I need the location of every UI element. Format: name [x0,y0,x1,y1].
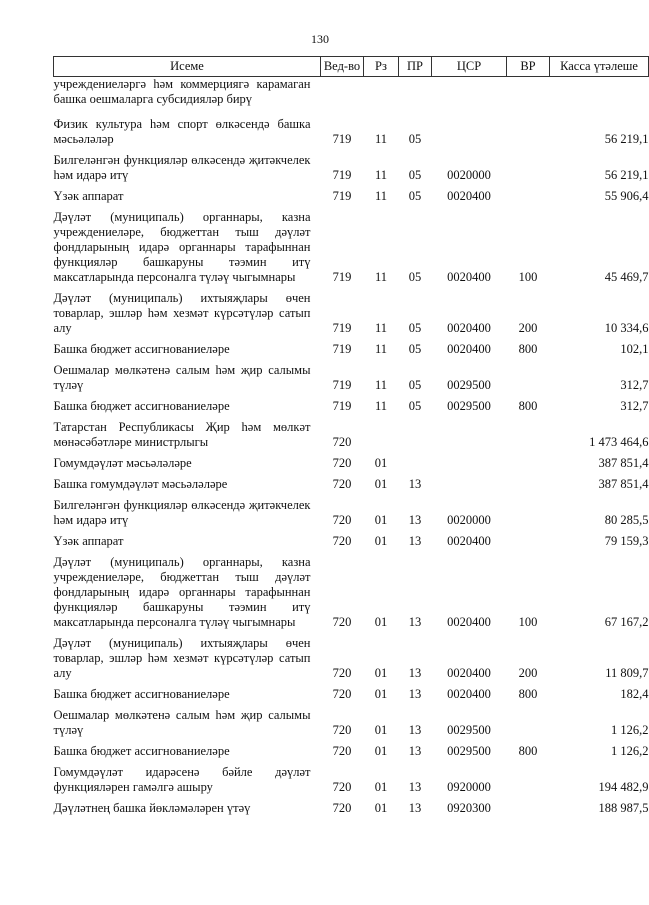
row-csr: 0920000 [447,780,491,794]
row-pr: 05 [408,189,422,203]
row-vr: 200 [518,321,538,335]
row-ved: 720 [332,744,352,758]
table-row [54,291,649,342]
row-pr: 05 [408,378,422,392]
row-csr: 0020000 [447,513,491,527]
row-amount: 80 285,5 [604,513,649,527]
row-vr [507,420,550,456]
row-amount: 194 482,9 [598,780,649,794]
row-rz [364,420,399,456]
row-vr [507,477,550,498]
header-ved: Вед-во [321,57,364,77]
row-ved: 719 [332,132,352,146]
row-name: Оешмалар мөлкәтенә салым һәм җир салымы түләү [53,363,311,392]
row-csr: 0029500 [447,723,491,737]
table-row [54,117,649,153]
continuation-text: учреждениеләргә һәм коммерциягә карамаган башка оешмаларга субсидияләр бирү [53,77,311,106]
row-rz: 01 [374,477,388,491]
row-rz: 11 [374,399,388,413]
row-rz: 11 [374,378,388,392]
row-rz: 01 [374,513,388,527]
row-name: Оешмалар мөлкәтенә салым һәм җир салымы түләү [53,708,311,737]
row-vr: 800 [518,744,538,758]
row-rz: 11 [374,270,388,284]
row-pr: 13 [408,687,422,701]
row-csr: 0020400 [447,687,491,701]
row-rz: 01 [374,687,388,701]
row-pr: 05 [408,399,422,413]
row-vr [507,708,550,744]
row-amount: 102,1 [620,342,649,356]
row-ved: 719 [332,342,352,356]
table-row [54,636,649,687]
row-vr: 200 [518,666,538,680]
row-rz: 01 [374,801,388,815]
row-rz: 11 [374,342,388,356]
table-row [54,765,649,801]
row-ved: 719 [332,321,352,335]
row-csr: 0020400 [447,189,491,203]
row-csr [432,117,507,153]
header-name: Исеме [54,57,321,77]
row-vr [507,456,550,477]
table-row [54,420,649,456]
page-number: 130 [311,32,329,46]
row-amount: 387 851,4 [598,456,649,470]
table-row [54,534,649,555]
row-name: Үзәк аппарат [53,534,124,548]
row-name: Башка бюджет ассигнованиеләре [53,399,230,413]
row-rz: 01 [374,615,388,629]
row-amount: 67 167,2 [604,615,649,629]
row-rz: 01 [374,744,388,758]
row-name: Татарстан Республикасы Җир һәм мөлкәт мөнәсәбәтләре министрлыгы [53,420,311,449]
row-name: Гомумдәүләт мәсьәләләре [53,456,192,470]
row-rz: 01 [374,534,388,548]
row-rz: 11 [374,189,388,203]
row-name: Билгеләнгән функцияләр өлкәсендә җитәкчелек һәм идарә итү [53,498,311,527]
row-amount: 45 469,7 [604,270,649,284]
table-row [54,498,649,534]
row-csr: 0020000 [447,168,491,182]
table-row [54,363,649,399]
budget-table [53,56,649,822]
row-name: Дәүләтнең башка йөкләмәләрен үтәү [53,801,251,815]
row-amount: 1 473 464,6 [589,435,649,449]
row-csr [432,477,507,498]
row-ved: 719 [332,270,352,284]
row-rz: 01 [374,780,388,794]
row-ved: 720 [332,615,352,629]
row-amount: 387 851,4 [598,477,649,491]
row-pr: 05 [408,132,422,146]
row-rz: 11 [374,168,388,182]
row-name: Гомумдәүләт идарәсенә бәйле дәүләт функцияләрен гамәлгә ашыру [53,765,311,794]
row-name: Башка гомумдәүләт мәсьәләләре [53,477,228,491]
continuation-row [54,77,649,118]
row-vr: 100 [518,270,538,284]
row-ved: 720 [332,534,352,548]
row-csr: 0020400 [447,666,491,680]
row-vr [507,189,550,210]
row-vr [507,765,550,801]
row-amount: 56 219,1 [604,132,649,146]
table-row [54,555,649,636]
row-csr: 0029500 [447,744,491,758]
table-row [54,399,649,420]
row-name: Дәүләт (муниципаль) ихтыяҗлары өчен товарлар, эшләр һәм хезмәт күрсәтүләр сатып алу [53,291,311,335]
table-body [54,77,649,823]
header-vr: ВР [507,57,550,77]
row-ved: 720 [332,723,352,737]
row-ved: 720 [332,687,352,701]
row-vr [507,153,550,189]
row-name: Башка бюджет ассигнованиеләре [53,744,230,758]
row-name: Билгеләнгән функцияләр өлкәсендә җитәкчелек һәм идарә итү [53,153,311,182]
row-csr: 0920300 [447,801,491,815]
row-rz: 11 [374,321,388,335]
row-pr: 05 [408,270,422,284]
row-vr: 800 [518,342,538,356]
row-pr [399,420,432,456]
row-name: Дәүләт (муниципаль) ихтыяҗлары өчен товарлар, эшләр һәм хезмәт күрсәтүләр сатып алу [53,636,311,680]
row-pr: 13 [408,744,422,758]
row-csr: 0029500 [447,399,491,413]
row-csr: 0020400 [447,534,491,548]
row-csr [432,456,507,477]
row-name: Дәүләт (муниципаль) органнары, казна учреждениеләре, бюджеттан тыш дәүләт фондларының идарә органнары тарафыннан функцияләр башкаруны тәэмин итү максатларында персоналга түләү чыгымнары [53,555,311,629]
row-amount: 56 219,1 [604,168,649,182]
header-csr: ЦСР [432,57,507,77]
row-vr [507,117,550,153]
row-pr [399,456,432,477]
row-name: Башка бюджет ассигнованиеләре [53,687,230,701]
table-header-row [54,57,649,77]
row-amount: 312,7 [620,378,649,392]
row-rz: 01 [374,456,388,470]
table-row [54,153,649,189]
row-ved: 720 [332,801,352,815]
row-name: Дәүләт (муниципаль) органнары, казна учреждениеләре, бюджеттан тыш дәүләт фондларының идарә органнары тарафыннан функцияләр башкаруны тәэмин итү максатларында персоналга түләү чыгымнары [53,210,311,284]
row-pr: 13 [408,534,422,548]
table-row [54,744,649,765]
row-pr: 13 [408,780,422,794]
row-name: Башка бюджет ассигнованиеләре [53,342,230,356]
row-pr: 13 [408,477,422,491]
header-amount: Касса үтәлеше [550,57,649,77]
row-vr [507,498,550,534]
table-row [54,342,649,363]
row-ved: 719 [332,399,352,413]
row-amount: 55 906,4 [604,189,649,203]
row-csr: 0020400 [447,615,491,629]
row-pr: 05 [408,168,422,182]
row-pr: 13 [408,615,422,629]
row-pr: 13 [408,513,422,527]
row-pr: 13 [408,723,422,737]
table-row [54,477,649,498]
row-rz: 11 [374,132,388,146]
row-amount: 10 334,6 [604,321,649,335]
row-name: Үзәк аппарат [53,189,124,203]
header-pr: ПР [399,57,432,77]
row-vr [507,363,550,399]
row-ved: 720 [332,780,352,794]
row-pr: 05 [408,342,422,356]
table-row [54,210,649,291]
row-amount: 182,4 [620,687,649,701]
row-pr: 13 [408,801,422,815]
table-row [54,189,649,210]
row-ved: 720 [332,435,352,449]
row-csr: 0029500 [447,378,491,392]
row-ved: 719 [332,189,352,203]
row-rz: 01 [374,666,388,680]
header-rz: Рз [364,57,399,77]
table-row [54,687,649,708]
row-vr: 100 [518,615,538,629]
row-csr: 0020400 [447,342,491,356]
row-amount: 79 159,3 [604,534,649,548]
row-amount: 1 126,2 [611,744,649,758]
row-amount: 1 126,2 [611,723,649,737]
row-ved: 719 [332,168,352,182]
row-pr: 05 [408,321,422,335]
row-name: Физик культура һәм спорт өлкәсендә башка мәсьәләләр [53,117,311,146]
row-ved: 719 [332,378,352,392]
row-csr: 0020400 [447,270,491,284]
row-vr [507,801,550,822]
row-rz: 01 [374,723,388,737]
table-row [54,708,649,744]
row-amount: 312,7 [620,399,649,413]
row-vr: 800 [518,687,538,701]
row-csr [432,420,507,456]
row-vr: 800 [518,399,538,413]
row-vr [507,534,550,555]
row-csr: 0020400 [447,321,491,335]
row-amount: 11 809,7 [605,666,649,680]
row-pr: 13 [408,666,422,680]
row-ved: 720 [332,456,352,470]
table-row [54,801,649,822]
table-row [54,456,649,477]
row-ved: 720 [332,477,352,491]
row-ved: 720 [332,513,352,527]
row-amount: 188 987,5 [598,801,649,815]
row-ved: 720 [332,666,352,680]
